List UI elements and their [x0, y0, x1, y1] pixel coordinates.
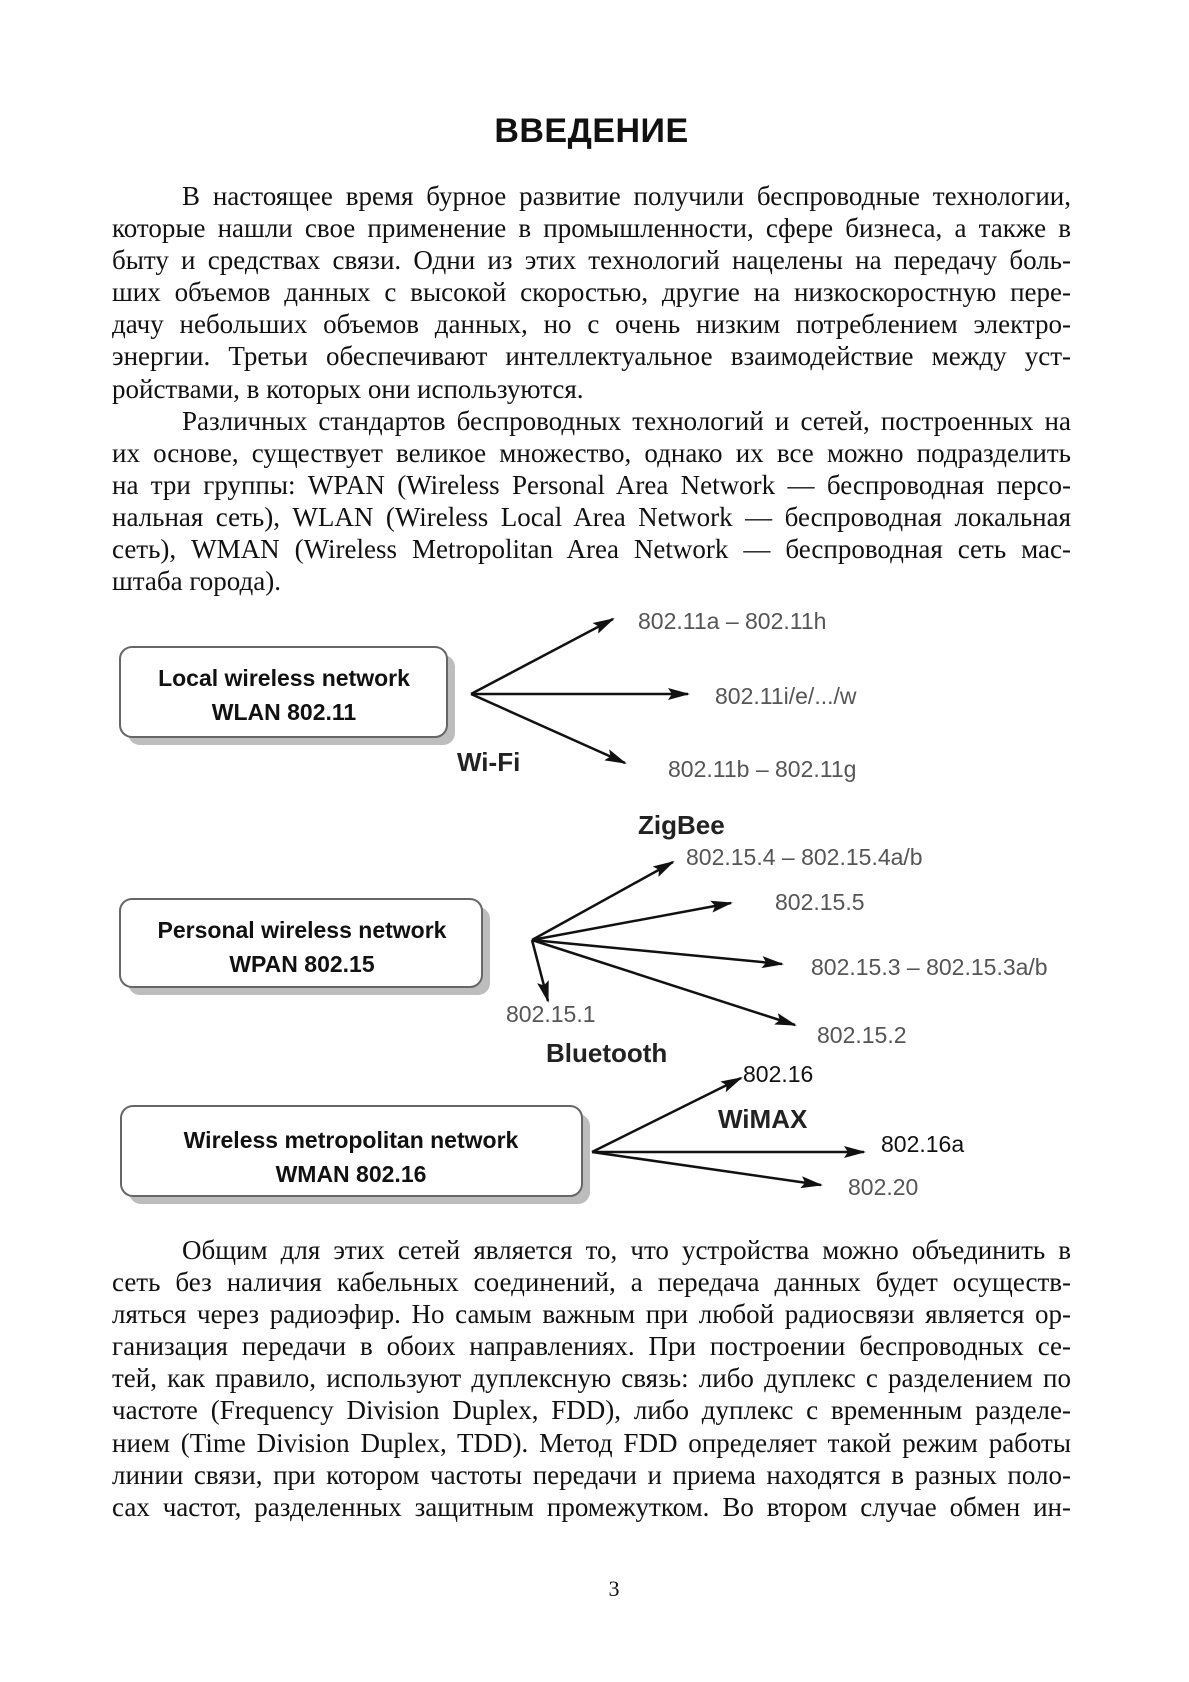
standard-label: 802.15.1 [506, 1001, 596, 1027]
wpan-group [120, 810, 1048, 1068]
text-line: их основе, существует великое множество, однако их все можно подразделить [112, 438, 1071, 469]
text-line: быту и средствах связи. Одни из этих технологий нацелены на передачу боль- [112, 245, 1071, 276]
wman-standard: WMAN 802.16 [275, 1161, 427, 1187]
arrow [532, 862, 673, 940]
text-line: которые нашли свое применение в промышленности, сфере бизнеса, а также в [112, 213, 1071, 244]
wpan-title: Personal wireless network [157, 917, 447, 943]
text-line: ройствами, в которых они используются. [112, 373, 584, 404]
standard-label: 802.15.2 [817, 1022, 907, 1048]
standard-label: 802.16 [743, 1061, 814, 1087]
text-line: линии связи, при котором частоты передачи и приема находятся в разных поло- [112, 1459, 1071, 1490]
text-line: сеть без наличия кабельных соединений, а передача данных будет осуществ- [112, 1267, 1071, 1298]
page-title: ВВЕДЕНИЕ [494, 112, 689, 150]
text-line: тей, как правило, используют дуплексную связь: либо дуплекс с разделением по [112, 1363, 1071, 1394]
standard-label: 802.15.3 – 802.15.3a/b [811, 954, 1048, 980]
text-line: В настоящее время бурное развитие получили беспроводные технологии, [182, 181, 1071, 211]
text-line: дачу небольших объемов данных, но с очень низким потреблением электро- [112, 309, 1071, 340]
wpan-standard: WPAN 802.15 [229, 951, 375, 977]
text-line: ляться через радиоэфир. Но самым важным при любой радиосвязи является ор- [112, 1299, 1071, 1330]
text-line: сах частот, разделенных защитным промежутком. Во втором случае обмен ин- [112, 1491, 1071, 1522]
text-line: штаба города). [112, 566, 281, 597]
standard-label: 802.15.5 [775, 889, 865, 915]
wlan-standard: WLAN 802.11 [211, 699, 357, 725]
standard-label: 802.20 [848, 1174, 919, 1200]
standard-label: 802.11i/e/.../w [715, 683, 857, 709]
wlan-title: Local wireless network [158, 665, 410, 691]
wman-title: Wireless metropolitan network [183, 1127, 519, 1153]
paragraph-duplex [112, 1234, 1071, 1523]
text-line: нием (Time Division Duplex, TDD). Метод FDD определяет такой режим работы [112, 1427, 1071, 1458]
text-line: частоте (Frequency Division Duplex, FDD), либо дуплекс с временным разделе- [112, 1395, 1071, 1426]
wlan-group [120, 608, 857, 782]
wman-group [121, 1061, 964, 1204]
standard-label: 802.11b – 802.11g [668, 756, 857, 782]
tech-label-wimax: WiMAX [718, 1104, 808, 1134]
standard-label: 802.15.4 – 802.15.4a/b [686, 844, 923, 870]
arrow [532, 940, 548, 1001]
text-line: ших объемов данных с высокой скоростью, другие на низкоскоростную пере- [112, 277, 1071, 308]
arrow [471, 619, 613, 694]
text-line: Общим для этих сетей является то, что устройства можно объединить в [182, 1235, 1071, 1265]
text-line: ганизация передачи в обоих направлениях. При построении беспроводных се- [112, 1331, 1071, 1362]
tech-label-zigbee: ZigBee [638, 810, 725, 840]
page-number: 3 [608, 1576, 620, 1601]
text-line: сеть), WMAN (Wireless Metropolitan Area Network — беспроводная сеть мас- [112, 534, 1071, 565]
text-line: нальная сеть), WLAN (Wireless Local Area Network — беспроводная локальная [112, 502, 1071, 533]
text-line: на три группы: WPAN (Wireless Personal Area Network — беспроводная персо- [112, 470, 1071, 501]
arrow [592, 1152, 821, 1185]
text-line: Различных стандартов беспроводных технологий и сетей, построенных на [182, 406, 1071, 436]
arrow [532, 903, 731, 940]
text-line: энергии. Третьи обеспечивают интеллектуальное взаимодействие между уст- [112, 341, 1071, 372]
standard-label: 802.16a [881, 1131, 965, 1157]
tech-label-wifi: Wi-Fi [457, 747, 521, 777]
tech-label-bluetooth: Bluetooth [546, 1038, 668, 1068]
standard-label: 802.11a – 802.11h [638, 608, 827, 634]
